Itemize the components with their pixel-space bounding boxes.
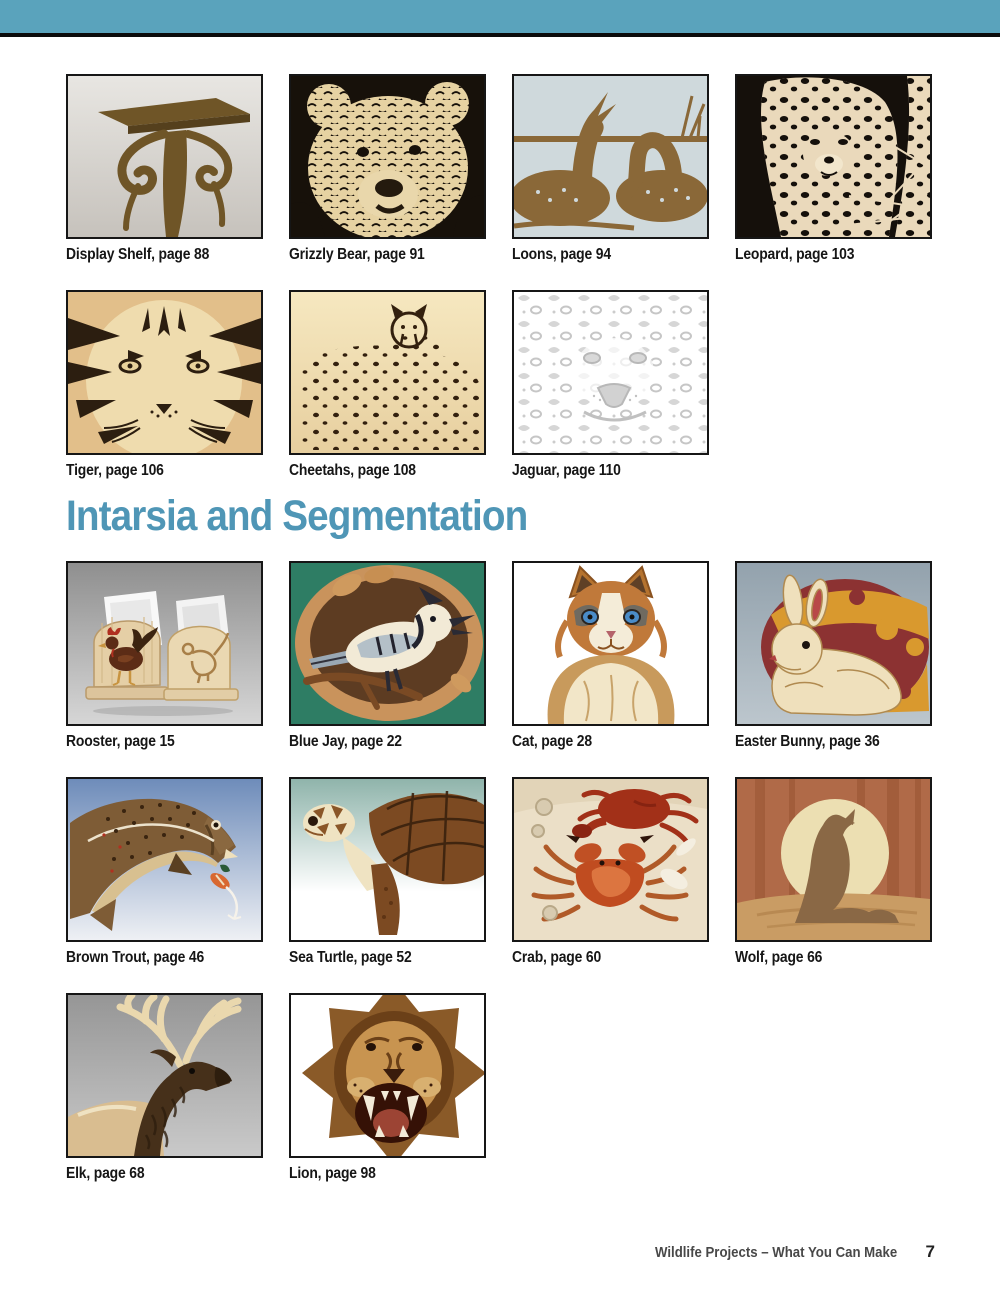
project-caption: Brown Trout, page 46	[66, 949, 205, 967]
project-caption: Sea Turtle, page 52	[289, 949, 412, 967]
crab-image	[512, 777, 709, 942]
project-caption: Cat, page 28	[512, 733, 592, 751]
brown-trout-image	[66, 777, 263, 942]
project-blue-jay	[289, 561, 486, 751]
leopard-image	[735, 74, 932, 239]
project-caption: Grizzly Bear, page 91	[289, 246, 425, 263]
project-elk	[66, 993, 263, 1183]
project-wolf	[735, 777, 932, 967]
elk-image	[66, 993, 263, 1158]
project-display-shelf	[66, 74, 263, 264]
project-caption: Crab, page 60	[512, 949, 602, 967]
project-cheetahs	[289, 290, 486, 480]
project-crab	[512, 777, 709, 967]
project-caption: Loons, page 94	[512, 246, 611, 263]
project-grid-fretwork	[66, 74, 934, 480]
easter-bunny-image	[735, 561, 932, 726]
project-leopard	[735, 74, 932, 264]
tiger-image	[66, 290, 263, 455]
grizzly-bear-image	[289, 74, 486, 239]
page-footer	[622, 1242, 935, 1262]
project-caption: Blue Jay, page 22	[289, 733, 402, 751]
display-shelf-image	[66, 74, 263, 239]
project-caption: Cheetahs, page 108	[289, 462, 416, 479]
project-caption: Elk, page 68	[66, 1165, 145, 1183]
jaguar-pattern-image	[512, 290, 709, 455]
lion-image	[289, 993, 486, 1158]
project-easter-bunny	[735, 561, 932, 751]
project-caption: Leopard, page 103	[735, 246, 855, 263]
project-caption: Tiger, page 106	[66, 462, 164, 479]
project-caption: Lion, page 98	[289, 1165, 376, 1183]
project-sea-turtle	[289, 777, 486, 967]
project-grid-intarsia	[66, 561, 934, 1183]
project-tiger	[66, 290, 263, 480]
project-grizzly-bear	[289, 74, 486, 264]
project-caption: Wolf, page 66	[735, 949, 823, 967]
sea-turtle-image	[289, 777, 486, 942]
project-caption: Rooster, page 15	[66, 733, 175, 751]
project-rooster	[66, 561, 263, 751]
footer-running-title: Wildlife Projects – What You Can Make	[655, 1244, 898, 1261]
footer-page-number: 7	[925, 1242, 935, 1261]
cheetahs-image	[289, 290, 486, 455]
cat-image	[512, 561, 709, 726]
project-jaguar	[512, 290, 709, 480]
rooster-image	[66, 561, 263, 726]
project-caption: Jaguar, page 110	[512, 462, 621, 479]
top-black-rule	[0, 33, 1000, 37]
loons-image	[512, 74, 709, 239]
blue-jay-image	[289, 561, 486, 726]
section-heading-intarsia: Intarsia and Segmentation	[66, 492, 528, 540]
project-caption: Display Shelf, page 88	[66, 246, 210, 263]
page-content	[0, 74, 1000, 1183]
top-color-bar	[0, 0, 1000, 33]
project-brown-trout	[66, 777, 263, 967]
project-loons	[512, 74, 709, 264]
project-caption: Easter Bunny, page 36	[735, 733, 880, 751]
project-cat	[512, 561, 709, 751]
wolf-image	[735, 777, 932, 942]
project-lion	[289, 993, 486, 1183]
